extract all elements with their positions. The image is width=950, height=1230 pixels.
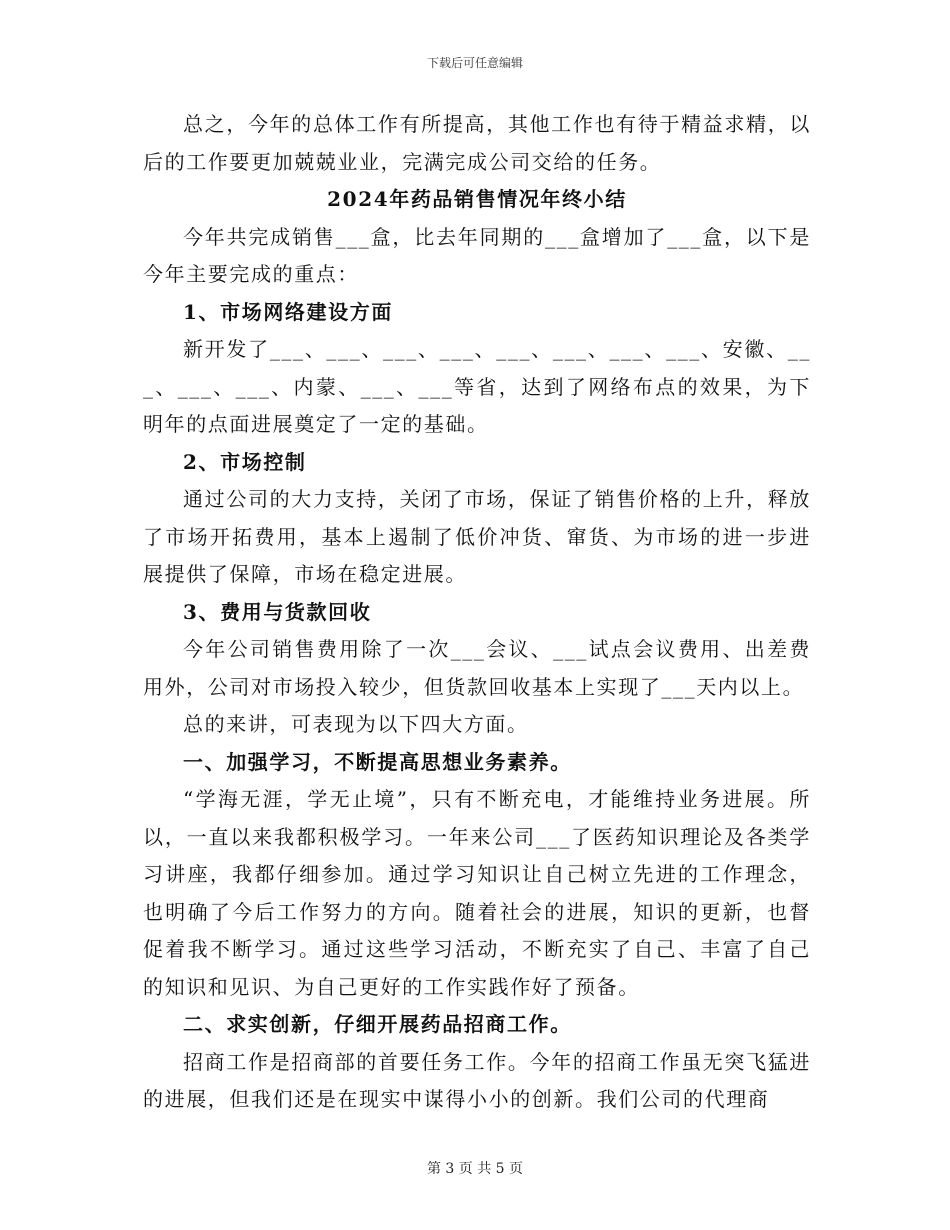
document-body [143, 106, 811, 1119]
heading-market-network: 1、市场网络建设方面 [183, 299, 393, 324]
heading-learning: 一、加强学习，不断提高思想业务素养。 [183, 749, 572, 774]
document-title: 2024年药品销售情况年终小结 [327, 187, 627, 211]
heading-cost-recovery: 3、费用与货款回收 [183, 599, 372, 624]
paragraph-conclusion: 总之，今年的总体工作有所提高，其他工作也有待于精益求精，以后的工作要更加兢兢业业，完满完成公司交给的任务。 [143, 112, 811, 174]
paragraph-sales-summary: 今年共完成销售___盒，比去年同期的___盒增加了___盒，以下是今年主要完成的重点： [143, 224, 811, 286]
paragraph-learning: “学海无涯，学无止境”，只有不断充电，才能维持业务进展。所以，一直以来我都积极学习。一年来公司___了医药知识理论及各类学习讲座，我都仔细参加。通过学习知识让自己树立先进的工作理念，也明确了今后工作努力的方向。随着社会的进展，知识的更新，也督促着我不断学习。通过这些学习活动，不断充实了自己、丰富了自己的知识和见识、为自己更好的工作实践作好了预备。 [143, 787, 811, 999]
paragraph-market-control: 通过公司的大力支持，关闭了市场，保证了销售价格的上升，释放了市场开拓费用，基本上遏制了低价冲货、窜货、为市场的进一步进展提供了保障，市场在稳定进展。 [143, 487, 811, 586]
paragraph-innovation: 招商工作是招商部的首要任务工作。今年的招商工作虽无突飞猛进的进展，但我们还是在现实中谋得小小的创新。我们公司的代理商 [143, 1049, 811, 1111]
heading-innovation: 二、求实创新，仔细开展药品招商工作。 [183, 1012, 572, 1036]
paragraph-overall: 总的来讲，可表现为以下四大方面。 [183, 712, 529, 736]
heading-market-control: 2、市场控制 [183, 449, 307, 474]
page-number: 第 3 页 共 5 页 [426, 1161, 524, 1177]
header-note: 下载后可任意编辑 [426, 56, 523, 70]
paragraph-cost-recovery: 今年公司销售费用除了一次___会议、___试点会议费用、出差费用外，公司对市场投入较少，但货款回收基本上实现了___天内以上。 [143, 637, 811, 699]
paragraph-market-network: 新开发了___、___、___、___、___、___、___、___、安徽、___、___、___、内蒙、___、___等省，达到了网络布点的效果，为下明年的点面进展奠定了一定的基础。 [143, 337, 811, 436]
